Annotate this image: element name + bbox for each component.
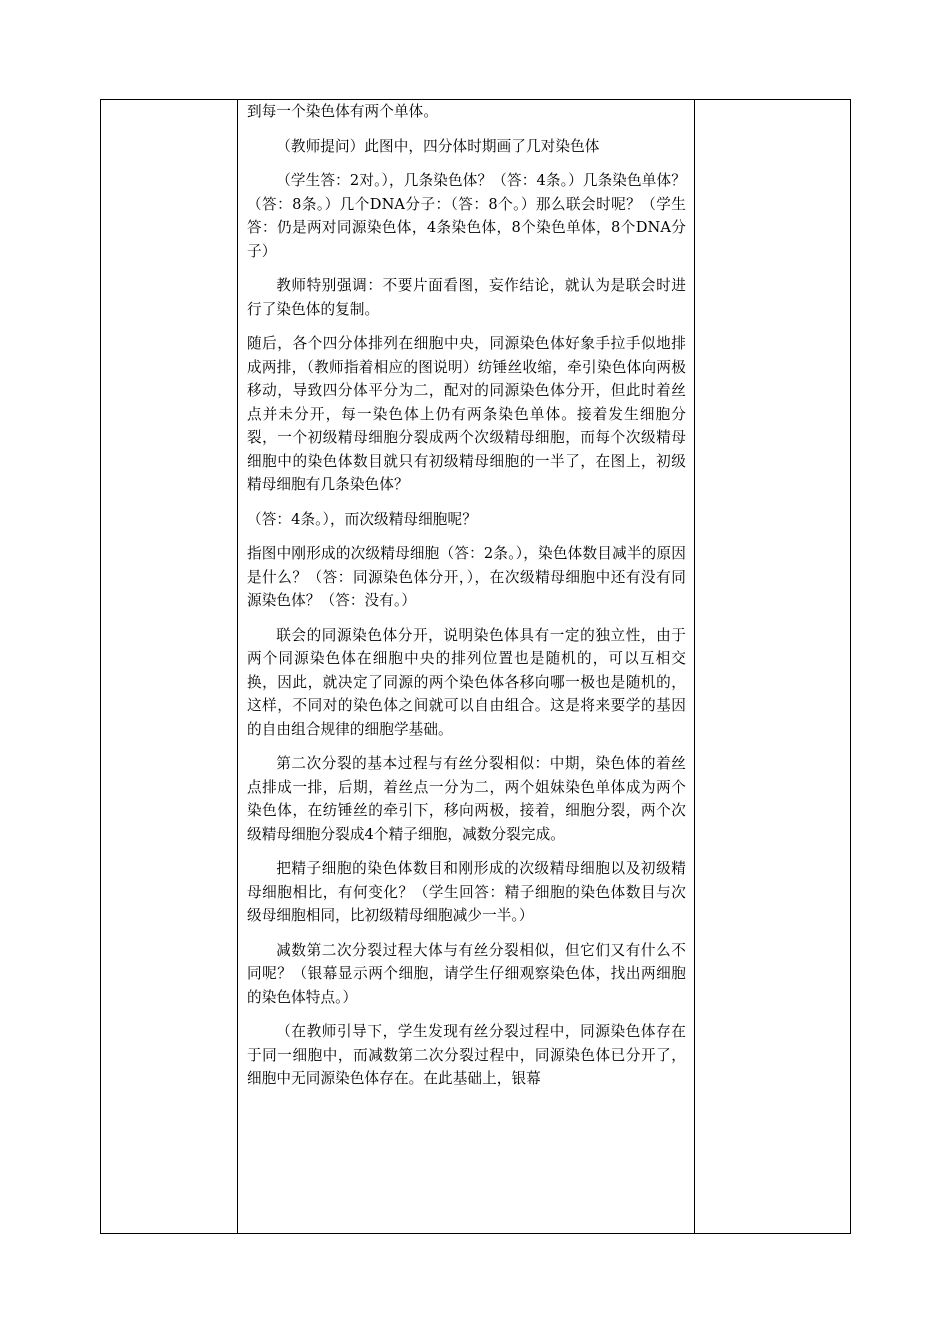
left-column-cell — [101, 100, 238, 1234]
paragraph-5: 随后，各个四分体排列在细胞中央，同源染色体好象手拉手似地排成两排，（教师指着相应的图说明）纺锤丝收缩，牵引染色体向两极移动，导致四分体平分为二，配对的同源染色体分开，但此时着丝点并未分开，每一染色体上仍有两条染色单体。接着发生细胞分裂，一个初级精母细胞分裂成两个次级精母细胞，而每个次级精母细胞中的染色体数目就只有初级精母细胞的一半了，在图上，初级精母细胞有几条染色体？ — [247, 335, 686, 493]
paragraph-12: （在教师引导下，学生发现有丝分裂过程中，同源染色体存在于同一细胞中，而减数第二次分裂过程中，同源染色体已分开了，细胞中无同源染色体存在。在此基础上，银幕 — [247, 1023, 686, 1087]
paragraph-7: 指图中刚形成的次级精母细胞（答：2条。），染色体数目减半的原因是什么？（答：同源染色体分开，），在次级精母细胞中还有没有同源染色体？（答：没有。） — [247, 545, 686, 609]
paragraph-2: （教师提问）此图中，四分体时期画了几对染色体 — [276, 137, 600, 155]
paragraph-3: （学生答：2对。），几条染色体？（答：4条。）几条染色单体？（答：8条。）几个DNA分子：（答：8个。）那么联会时呢？（学生答：仍是两对同源染色体，4条染色体，8个染色单体，8个DNA分子） — [247, 172, 686, 260]
paragraph-4: 教师特别强调：不要片面看图，妄作结论，就认为是联会时进行了染色体的复制。 — [247, 277, 686, 318]
paragraph-10: 把精子细胞的染色体数目和刚形成的次级精母细胞以及初级精母细胞相比，有何变化？（学生回答：精子细胞的染色体数目与次级母细胞相同，比初级精母细胞减少一半。） — [247, 860, 686, 924]
table-row — [101, 100, 851, 1234]
right-column-cell — [695, 100, 851, 1234]
paragraph-11: 减数第二次分裂过程大体与有丝分裂相似，但它们又有什么不同呢？（银幕显示两个细胞，请学生仔细观察染色体，找出两细胞的染色体特点。） — [247, 941, 686, 1006]
lesson-plan-table — [100, 99, 851, 1234]
paragraph-6: （答：4条。），而次级精母细胞呢？ — [247, 510, 477, 528]
paragraph-9: 第二次分裂的基本过程与有丝分裂相似：中期，染色体的着丝点排成一排，后期，着丝点一分为二，两个姐妹染色单体成为两个染色体，在纺锤丝的牵引下，移向两极，接着，细胞分裂，两个次级精母细胞分裂成4个精子细胞，减数分裂完成。 — [247, 755, 686, 843]
paragraph-8: 联会的同源染色体分开，说明染色体具有一定的独立性，由于两个同源染色体在细胞中央的排列位置也是随机的，可以互相交换，因此，就决定了同源的两个染色体各移向哪一极也是随机的，这样，不同对的染色体之间就可以自由组合。这是将来要学的基因的自由组合规律的细胞学基础。 — [247, 626, 686, 738]
paragraph-1: 到每一个染色体有两个单体。 — [247, 103, 439, 120]
teaching-content-cell — [238, 100, 695, 1234]
